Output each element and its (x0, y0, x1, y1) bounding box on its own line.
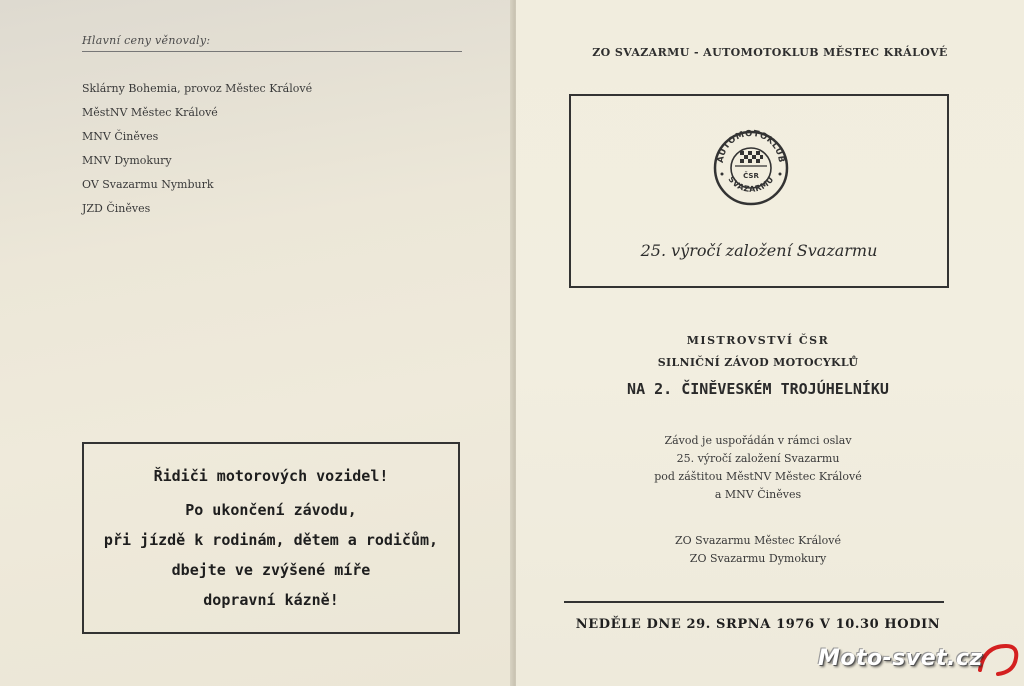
emblem-bottom-text: SVAZARMU (726, 174, 776, 194)
sponsor-item: MěstNV Městec Králové (82, 106, 218, 119)
organizer-line: ZO Svazarmu Městec Králové (675, 534, 841, 547)
info-line: 25. výročí založení Svazarmu (676, 452, 840, 465)
driver-warning-box (82, 442, 460, 634)
automotoklub-emblem-icon (713, 124, 789, 212)
sponsor-list (82, 82, 312, 226)
event-name: NA 2. ČINĚVESKÉM TROJÚHELNÍKU (627, 380, 889, 398)
sponsor-item: MNV Činěves (82, 130, 159, 143)
warning-line: Po ukončení závodu, (185, 501, 357, 519)
warning-line: při jízdě k rodinám, dětem a rodičům, (103, 531, 439, 549)
event-info (516, 432, 1000, 504)
anniversary-text: 25. výročí založení Svazarmu (640, 241, 878, 260)
sponsor-item: Sklárny Bohemia, provoz Městec Králové (82, 82, 313, 95)
info-line: a MNV Činěves (714, 488, 802, 501)
championship-subtitle: SILNIČNÍ ZÁVOD MOTOCYKLŮ (657, 356, 859, 369)
organizer-header: ZO SVAZARMU - AUTOMOTOKLUB MĚSTEC KRÁLOVÉ (592, 46, 948, 59)
warning-line: dopravní kázně! (203, 591, 339, 609)
emblem-middle-text: ČSR (743, 172, 759, 180)
warning-title: Řidiči motorových vozidel! (153, 467, 389, 485)
sponsor-item: OV Svazarmu Nymburk (82, 178, 214, 191)
organizers (516, 532, 1000, 568)
championship-title: MISTROVSTVÍ ČSR (686, 334, 830, 347)
event-date: NEDĚLE DNE 29. SRPNA 1976 V 10.30 HODIN (575, 617, 941, 632)
anniversary-box (569, 94, 949, 288)
info-line: pod záštitou MěstNV Městec Králové (654, 470, 862, 483)
warning-line: dbejte ve zvýšené míře (171, 561, 371, 579)
sponsor-item: JZD Činěves (82, 202, 151, 215)
organizer-line: ZO Svazarmu Dymokury (689, 552, 827, 565)
sponsor-item: MNV Dymokury (82, 154, 172, 167)
emblem-top-text: AUTOMOTOKLUB (715, 128, 787, 164)
date-divider (564, 601, 944, 603)
info-line: Závod je uspořádán v rámci oslav (664, 434, 852, 447)
site-watermark: Moto-svet.cz (818, 646, 983, 671)
sponsors-heading: Hlavní ceny věnovaly: (82, 34, 462, 52)
